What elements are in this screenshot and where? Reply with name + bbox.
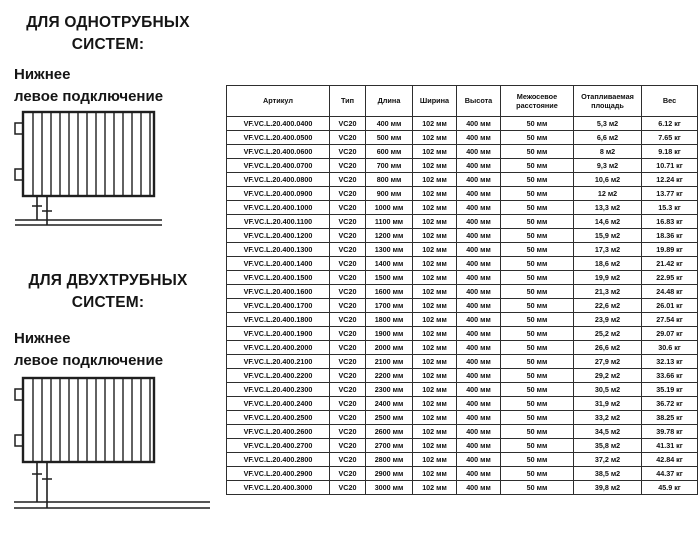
table-row	[227, 397, 698, 411]
connection-caption-two-pipe	[14, 328, 214, 372]
table-cell: 102 мм	[413, 355, 457, 369]
table-cell: 400 мм	[457, 425, 501, 439]
table-cell: 50 мм	[501, 453, 574, 467]
table-cell: VC20	[330, 131, 366, 145]
table-cell: 1900 мм	[366, 327, 413, 341]
table-cell: VF.VC.L.20.400.2200	[227, 369, 330, 383]
table-cell: 39.78 кг	[642, 425, 698, 439]
table-cell: 12.24 кг	[642, 173, 698, 187]
table-cell: 400 мм	[457, 131, 501, 145]
table-row	[227, 229, 698, 243]
table-cell: 5,3 м2	[574, 117, 642, 131]
table-cell: 21,3 м2	[574, 285, 642, 299]
table-cell: 800 мм	[366, 173, 413, 187]
table-cell: 50 мм	[501, 355, 574, 369]
table-cell: 2200 мм	[366, 369, 413, 383]
table-cell: VC20	[330, 369, 366, 383]
column-header: Ширина	[413, 86, 457, 117]
table-cell: 1100 мм	[366, 215, 413, 229]
table-cell: 102 мм	[413, 159, 457, 173]
table-cell: VC20	[330, 187, 366, 201]
table-cell: 400 мм	[457, 355, 501, 369]
table-cell: 400 мм	[457, 369, 501, 383]
table-cell: 18.36 кг	[642, 229, 698, 243]
table-cell: 400 мм	[457, 397, 501, 411]
table-cell: VF.VC.L.20.400.2700	[227, 439, 330, 453]
table-cell: 35.19 кг	[642, 383, 698, 397]
table-cell: 102 мм	[413, 229, 457, 243]
table-cell: 30.6 кг	[642, 341, 698, 355]
table-cell: VC20	[330, 411, 366, 425]
table-row	[227, 439, 698, 453]
table-cell: VC20	[330, 215, 366, 229]
title-line: СИСТЕМ:	[71, 293, 145, 311]
table-row	[227, 299, 698, 313]
table-cell: 102 мм	[413, 397, 457, 411]
table-row	[227, 425, 698, 439]
table-cell: 50 мм	[501, 327, 574, 341]
column-header: Длина	[366, 86, 413, 117]
table-cell: 26,6 м2	[574, 341, 642, 355]
table-cell: 900 мм	[366, 187, 413, 201]
table-cell: 41.31 кг	[642, 439, 698, 453]
table-cell: 700 мм	[366, 159, 413, 173]
table-cell: 50 мм	[501, 411, 574, 425]
table-row	[227, 481, 698, 495]
table-row	[227, 453, 698, 467]
table-cell: VC20	[330, 173, 366, 187]
table-cell: 19.89 кг	[642, 243, 698, 257]
table-cell: 50 мм	[501, 243, 574, 257]
table-cell: 50 мм	[501, 467, 574, 481]
table-cell: 33,2 м2	[574, 411, 642, 425]
table-cell: VF.VC.L.20.400.2500	[227, 411, 330, 425]
table-cell: 50 мм	[501, 397, 574, 411]
table-cell: 1000 мм	[366, 201, 413, 215]
table-cell: VF.VC.L.20.400.2400	[227, 397, 330, 411]
table-cell: 102 мм	[413, 411, 457, 425]
table-cell: 102 мм	[413, 187, 457, 201]
column-header: Высота	[457, 86, 501, 117]
table-cell: 31,9 м2	[574, 397, 642, 411]
table-cell: 23,9 м2	[574, 313, 642, 327]
table-cell: 25,2 м2	[574, 327, 642, 341]
table-cell: VF.VC.L.20.400.1500	[227, 271, 330, 285]
table-cell: 50 мм	[501, 187, 574, 201]
table-cell: 400 мм	[457, 257, 501, 271]
table-cell: 600 мм	[366, 145, 413, 159]
table-cell: 44.37 кг	[642, 467, 698, 481]
table-cell: VC20	[330, 257, 366, 271]
table-cell: 50 мм	[501, 425, 574, 439]
table-cell: 10,6 м2	[574, 173, 642, 187]
table-row	[227, 285, 698, 299]
table-cell: 16.83 кг	[642, 215, 698, 229]
table-cell: VF.VC.L.20.400.0500	[227, 131, 330, 145]
table-cell: 400 мм	[457, 327, 501, 341]
table-cell: 24.48 кг	[642, 285, 698, 299]
table-cell: 102 мм	[413, 257, 457, 271]
table-cell: VF.VC.L.20.400.2900	[227, 467, 330, 481]
table-cell: VC20	[330, 425, 366, 439]
table-cell: 400 мм	[457, 453, 501, 467]
table-cell: 400 мм	[457, 439, 501, 453]
table-cell: VF.VC.L.20.400.2600	[227, 425, 330, 439]
table-row	[227, 215, 698, 229]
table-cell: 50 мм	[501, 257, 574, 271]
table-cell: 15.3 кг	[642, 201, 698, 215]
table-cell: 50 мм	[501, 131, 574, 145]
table-cell: 1300 мм	[366, 243, 413, 257]
table-cell: 29.07 кг	[642, 327, 698, 341]
table-cell: 400 мм	[457, 243, 501, 257]
table-cell: VC20	[330, 467, 366, 481]
table-cell: VC20	[330, 243, 366, 257]
table-cell: 102 мм	[413, 285, 457, 299]
table-cell: VF.VC.L.20.400.0600	[227, 145, 330, 159]
table-row	[227, 173, 698, 187]
table-row	[227, 201, 698, 215]
table-cell: VF.VC.L.20.400.1000	[227, 201, 330, 215]
table-cell: VC20	[330, 327, 366, 341]
caption-line: левое подключение	[14, 351, 164, 369]
table-cell: 102 мм	[413, 439, 457, 453]
table-cell: 102 мм	[413, 341, 457, 355]
table-cell: VC20	[330, 299, 366, 313]
table-cell: VF.VC.L.20.400.1300	[227, 243, 330, 257]
left-panel	[12, 10, 220, 530]
table-cell: 2700 мм	[366, 439, 413, 453]
table-cell: 102 мм	[413, 327, 457, 341]
table-cell: VC20	[330, 313, 366, 327]
column-header: Тип	[330, 86, 366, 117]
table-cell: 102 мм	[413, 173, 457, 187]
table-cell: 102 мм	[413, 201, 457, 215]
table-cell: 3000 мм	[366, 481, 413, 495]
table-cell: 10.71 кг	[642, 159, 698, 173]
table-cell: 102 мм	[413, 369, 457, 383]
table-cell: VC20	[330, 481, 366, 495]
table-cell: VC20	[330, 201, 366, 215]
table-cell: 1400 мм	[366, 257, 413, 271]
table-cell: VF.VC.L.20.400.1900	[227, 327, 330, 341]
table-cell: 45.9 кг	[642, 481, 698, 495]
column-header: Межосевое расстояние	[501, 86, 574, 117]
table-cell: 50 мм	[501, 369, 574, 383]
table-cell: 400 мм	[457, 285, 501, 299]
table-cell: VF.VC.L.20.400.0400	[227, 117, 330, 131]
table-cell: VC20	[330, 383, 366, 397]
table-cell: 50 мм	[501, 117, 574, 131]
header-row	[227, 86, 698, 117]
table-row	[227, 131, 698, 145]
table-cell: 34,5 м2	[574, 425, 642, 439]
connection-caption-single-pipe	[14, 64, 214, 108]
table-cell: 400 мм	[457, 481, 501, 495]
table-cell: 102 мм	[413, 453, 457, 467]
table-cell: 35,8 м2	[574, 439, 642, 453]
table-cell: VF.VC.L.20.400.2100	[227, 355, 330, 369]
table-cell: 400 мм	[457, 117, 501, 131]
table-cell: 2900 мм	[366, 467, 413, 481]
table-row	[227, 411, 698, 425]
table-cell: 102 мм	[413, 481, 457, 495]
table-cell: VF.VC.L.20.400.1400	[227, 257, 330, 271]
table-cell: 14,6 м2	[574, 215, 642, 229]
table-cell: 1500 мм	[366, 271, 413, 285]
table-cell: VC20	[330, 285, 366, 299]
table-row	[227, 159, 698, 173]
caption-line: Нижнее	[14, 66, 71, 83]
table-cell: VF.VC.L.20.400.2300	[227, 383, 330, 397]
table-cell: 8 м2	[574, 145, 642, 159]
table-cell: VC20	[330, 397, 366, 411]
table-cell: 18,6 м2	[574, 257, 642, 271]
table-cell: 26.01 кг	[642, 299, 698, 313]
table-cell: 102 мм	[413, 467, 457, 481]
title-line: ДЛЯ ДВУХТРУБНЫХ	[28, 272, 188, 289]
table-cell: 13,3 м2	[574, 201, 642, 215]
table-cell: 400 мм	[457, 159, 501, 173]
table-cell: 32.13 кг	[642, 355, 698, 369]
table-cell: 17,3 м2	[574, 243, 642, 257]
table-cell: VC20	[330, 159, 366, 173]
table-cell: 102 мм	[413, 145, 457, 159]
table-cell: 400 мм	[457, 229, 501, 243]
table-cell: VC20	[330, 355, 366, 369]
table-cell: 13.77 кг	[642, 187, 698, 201]
table-cell: 50 мм	[501, 383, 574, 397]
table-row	[227, 327, 698, 341]
section-title-single-pipe	[12, 12, 204, 55]
table-cell: VF.VC.L.20.400.0900	[227, 187, 330, 201]
table-cell: 400 мм	[457, 299, 501, 313]
table-cell: VF.VC.L.20.400.1600	[227, 285, 330, 299]
table-cell: 1700 мм	[366, 299, 413, 313]
table-cell: 6.12 кг	[642, 117, 698, 131]
table-cell: 21.42 кг	[642, 257, 698, 271]
caption-line: левое подключение	[14, 87, 164, 105]
table-row	[227, 313, 698, 327]
table-row	[227, 341, 698, 355]
table-row	[227, 369, 698, 383]
table-cell: 2300 мм	[366, 383, 413, 397]
column-header: Артикул	[227, 86, 330, 117]
table-cell: 400 мм	[457, 341, 501, 355]
column-header: Вес	[642, 86, 698, 117]
table-cell: 102 мм	[413, 299, 457, 313]
table-cell: 400 мм	[457, 411, 501, 425]
table-cell: 102 мм	[413, 243, 457, 257]
table-cell: 38,5 м2	[574, 467, 642, 481]
table-cell: 22,6 м2	[574, 299, 642, 313]
table-cell: 400 мм	[457, 187, 501, 201]
table-cell: 37,2 м2	[574, 453, 642, 467]
table-cell: 1200 мм	[366, 229, 413, 243]
spec-table-container	[226, 85, 697, 495]
table-cell: 33.66 кг	[642, 369, 698, 383]
table-cell: 9.18 кг	[642, 145, 698, 159]
table-cell: 1600 мм	[366, 285, 413, 299]
title-line: ДЛЯ ОДНОТРУБНЫХ	[26, 14, 190, 31]
table-cell: VF.VC.L.20.400.1800	[227, 313, 330, 327]
table-cell: 1800 мм	[366, 313, 413, 327]
table-cell: VF.VC.L.20.400.0700	[227, 159, 330, 173]
table-cell: 38.25 кг	[642, 411, 698, 425]
table-row	[227, 117, 698, 131]
table-cell: 50 мм	[501, 481, 574, 495]
table-cell: 400 мм	[457, 383, 501, 397]
table-cell: VF.VC.L.20.400.1700	[227, 299, 330, 313]
table-cell: VF.VC.L.20.400.3000	[227, 481, 330, 495]
table-cell: 29,2 м2	[574, 369, 642, 383]
table-cell: VF.VC.L.20.400.1200	[227, 229, 330, 243]
table-cell: 42.84 кг	[642, 453, 698, 467]
table-cell: VC20	[330, 341, 366, 355]
table-cell: VC20	[330, 439, 366, 453]
table-cell: VC20	[330, 229, 366, 243]
table-cell: 2600 мм	[366, 425, 413, 439]
table-cell: 50 мм	[501, 439, 574, 453]
table-cell: 102 мм	[413, 131, 457, 145]
spec-table-head	[227, 86, 698, 117]
table-cell: 50 мм	[501, 271, 574, 285]
radiator-diagram-two-pipe-icon	[12, 374, 217, 522]
table-cell: VC20	[330, 271, 366, 285]
table-row	[227, 271, 698, 285]
table-cell: 400 мм	[457, 313, 501, 327]
table-cell: 500 мм	[366, 131, 413, 145]
spec-table	[226, 85, 698, 495]
table-cell: 50 мм	[501, 299, 574, 313]
table-cell: 39,8 м2	[574, 481, 642, 495]
table-cell: VC20	[330, 117, 366, 131]
table-row	[227, 383, 698, 397]
table-cell: 2000 мм	[366, 341, 413, 355]
table-cell: 400 мм	[457, 467, 501, 481]
table-cell: 400 мм	[457, 215, 501, 229]
caption-line: Нижнее	[14, 330, 71, 347]
table-cell: VC20	[330, 145, 366, 159]
table-cell: 50 мм	[501, 159, 574, 173]
table-cell: 6,6 м2	[574, 131, 642, 145]
table-cell: 36.72 кг	[642, 397, 698, 411]
table-cell: 102 мм	[413, 313, 457, 327]
table-cell: 2800 мм	[366, 453, 413, 467]
table-cell: 102 мм	[413, 425, 457, 439]
spec-table-body	[227, 117, 698, 495]
table-cell: 400 мм	[457, 201, 501, 215]
table-row	[227, 467, 698, 481]
table-cell: 102 мм	[413, 383, 457, 397]
table-cell: 12 м2	[574, 187, 642, 201]
table-cell: 50 мм	[501, 229, 574, 243]
table-row	[227, 243, 698, 257]
table-cell: 2100 мм	[366, 355, 413, 369]
table-cell: VC20	[330, 453, 366, 467]
table-cell: 50 мм	[501, 145, 574, 159]
table-cell: 400 мм	[366, 117, 413, 131]
section-title-two-pipe	[12, 270, 204, 313]
table-cell: VF.VC.L.20.400.2800	[227, 453, 330, 467]
table-cell: 2500 мм	[366, 411, 413, 425]
table-cell: 50 мм	[501, 285, 574, 299]
table-cell: VF.VC.L.20.400.2000	[227, 341, 330, 355]
table-cell: 27,9 м2	[574, 355, 642, 369]
table-cell: 7.65 кг	[642, 131, 698, 145]
table-cell: 50 мм	[501, 341, 574, 355]
table-cell: 50 мм	[501, 201, 574, 215]
title-line: СИСТЕМ:	[71, 35, 145, 53]
table-cell: 400 мм	[457, 145, 501, 159]
table-cell: 22.95 кг	[642, 271, 698, 285]
table-cell: 400 мм	[457, 271, 501, 285]
table-cell: 30,5 м2	[574, 383, 642, 397]
table-cell: 15,9 м2	[574, 229, 642, 243]
table-row	[227, 257, 698, 271]
table-cell: 50 мм	[501, 215, 574, 229]
table-cell: VF.VC.L.20.400.1100	[227, 215, 330, 229]
radiator-diagram-single-pipe-icon	[12, 108, 217, 238]
table-cell: 19,9 м2	[574, 271, 642, 285]
table-cell: 102 мм	[413, 271, 457, 285]
column-header: Отапливаемая площадь	[574, 86, 642, 117]
table-cell: 27.54 кг	[642, 313, 698, 327]
table-cell: 9,3 м2	[574, 159, 642, 173]
table-cell: 102 мм	[413, 215, 457, 229]
table-cell: 50 мм	[501, 173, 574, 187]
table-row	[227, 187, 698, 201]
table-cell: 50 мм	[501, 313, 574, 327]
table-cell: 102 мм	[413, 117, 457, 131]
table-cell: 2400 мм	[366, 397, 413, 411]
table-cell: 400 мм	[457, 173, 501, 187]
table-row	[227, 355, 698, 369]
table-cell: VF.VC.L.20.400.0800	[227, 173, 330, 187]
table-row	[227, 145, 698, 159]
